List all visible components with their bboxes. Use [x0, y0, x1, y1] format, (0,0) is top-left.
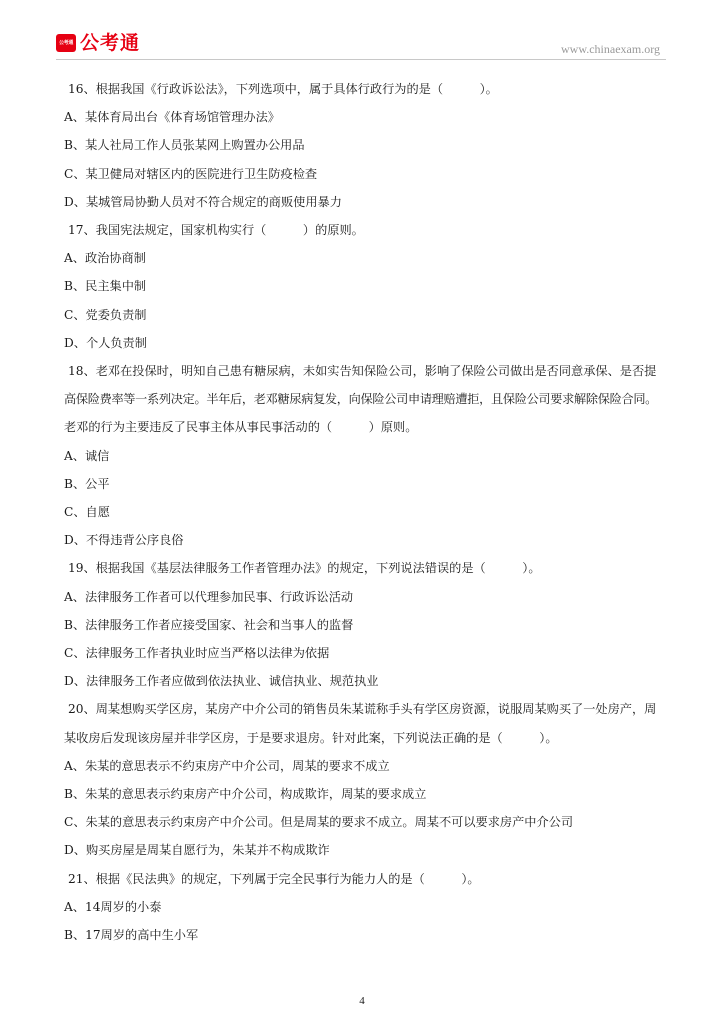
brand-name: 公考通 [80, 32, 141, 54]
question-stem: 16、根据我国《行政诉讼法》，下列选项中，属于具体行政行为的是（ ）。 [68, 82, 498, 96]
option: D、某城管局协勤人员对不符合规定的商贩使用暴力 [64, 194, 342, 209]
option: C、法律服务工作者执业时应当严格以法律为依据 [64, 646, 330, 661]
option: A、政治协商制 [64, 251, 146, 266]
question-stem-line: 20、周某想购买学区房，某房产中介公司的销售员朱某谎称手头有学区房资源，说服周某购买了一处房产，周 [68, 702, 657, 717]
option: D、法律服务工作者应做到依法执业、诚信执业、规范执业 [64, 674, 379, 689]
site-url: www.chinaexam.org [561, 42, 660, 56]
option: C、某卫健局对辖区内的医院进行卫生防疫检查 [64, 166, 318, 181]
option: B、17周岁的高中生小军 [64, 928, 199, 943]
question-stem: 19、根据我国《基层法律服务工作者管理办法》的规定，下列说法错误的是（ ）。 [68, 561, 541, 576]
option: A、诚信 [64, 448, 110, 463]
option: A、法律服务工作者可以代理参加民事、行政诉讼活动 [64, 589, 354, 604]
question-stem-line: 某收房后发现该房屋并非学区房，于是要求退房。针对此案，下列说法正确的是（ ）。 [64, 730, 558, 745]
option: D、个人负责制 [64, 335, 147, 350]
question-stem: 21、根据《民法典》的规定，下列属于完全民事行为能力人的是（ ）。 [68, 871, 480, 886]
option: B、某人社局工作人员张某网上购置办公用品 [64, 138, 305, 153]
option: B、朱某的意思表示约束房产中介公司，构成欺诈，周某的要求成立 [64, 787, 427, 802]
option: C、自愿 [64, 505, 110, 520]
option: C、朱某的意思表示约束房产中介公司。但是周某的要求不成立。周某不可以要求房产中介公司 [64, 815, 574, 830]
option: A、朱某的意思表示不约束房产中介公司，周某的要求不成立 [64, 758, 390, 773]
option: B、法律服务工作者应接受国家、社会和当事人的监督 [64, 617, 354, 632]
question-stem-line: 高保险费率等一系列决定。半年后，老邓糖尿病复发，向保险公司申请理赔遭拒，且保险公司要求解除保险合同。 [64, 392, 658, 407]
option: B、民主集中制 [64, 279, 147, 294]
page-header [0, 0, 724, 62]
option: D、购买房屋是周某自愿行为，朱某并不构成欺诈 [64, 843, 330, 858]
option: D、不得违背公序良俗 [64, 533, 184, 548]
logo-icon: 公考通 [56, 34, 76, 52]
question-stem: 17、我国宪法规定，国家机构实行（ ）的原则。 [68, 223, 364, 238]
page-number: 4 [359, 995, 365, 1007]
question-stem-line: 18、老邓在投保时，明知自己患有糖尿病，未如实告知保险公司，影响了保险公司做出是否同意承保、是否提 [68, 364, 657, 379]
option: A、14周岁的小泰 [64, 899, 162, 914]
option: C、党委负责制 [64, 307, 147, 322]
question-stem-line: 老邓的行为主要违反了民事主体从事民事活动的（ ）原则。 [64, 420, 418, 435]
option: A、某体育局出台《体育场馆管理办法》 [64, 110, 280, 125]
option: B、公平 [64, 476, 110, 491]
header-divider [56, 59, 666, 60]
question-list [64, 75, 658, 949]
